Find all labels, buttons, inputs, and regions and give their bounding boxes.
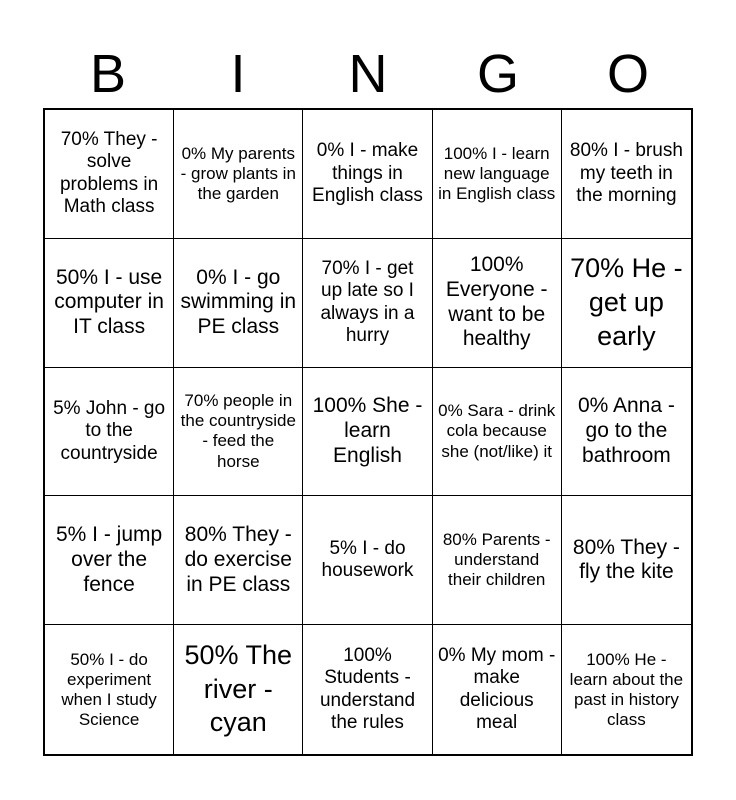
cell-text: 100% She - learn English bbox=[312, 394, 423, 467]
bingo-cell-r2c4[interactable] bbox=[433, 239, 562, 368]
cell-text: 50% I - do experiment when I study Science bbox=[61, 649, 157, 729]
bingo-cell-r2c5[interactable] bbox=[562, 239, 691, 368]
bingo-cell-r1c3[interactable] bbox=[303, 110, 432, 239]
bingo-cell-r1c1[interactable] bbox=[45, 110, 174, 239]
bingo-cell-r3c3[interactable] bbox=[303, 368, 432, 497]
cell-text: 70% I - get up late so I always in a hurry bbox=[320, 257, 415, 347]
cell-text: 70% He - get up early bbox=[570, 253, 683, 351]
bingo-cell-r4c2[interactable] bbox=[174, 496, 303, 625]
bingo-cell-r2c2[interactable] bbox=[174, 239, 303, 368]
cell-text: 100% Everyone - want to be healthy bbox=[445, 253, 548, 351]
cell-text: 5% I - jump over the fence bbox=[55, 523, 163, 596]
bingo-header bbox=[43, 40, 693, 108]
cell-text: 0% Anna - go to the bathroom bbox=[577, 394, 675, 467]
bingo-cell-r5c2[interactable] bbox=[174, 625, 303, 754]
bingo-cell-r1c4[interactable] bbox=[433, 110, 562, 239]
bingo-cell-r5c5[interactable] bbox=[562, 625, 691, 754]
header-letter-g: G bbox=[476, 44, 519, 104]
cell-text: 50% The river - cyan bbox=[184, 639, 293, 738]
bingo-board bbox=[43, 108, 693, 756]
header-letter-b: B bbox=[89, 44, 127, 104]
cell-text: 100% I - learn new language in English class bbox=[438, 143, 556, 203]
bingo-cell-r3c2[interactable] bbox=[174, 368, 303, 497]
bingo-cell-r3c4[interactable] bbox=[433, 368, 562, 497]
cell-text: 0% Sara - drink cola because she (not/like) it bbox=[438, 401, 556, 461]
header-letter-n: N bbox=[348, 44, 388, 104]
bingo-cell-r2c1[interactable] bbox=[45, 239, 174, 368]
cell-text: 80% Parents - understand their children bbox=[442, 530, 551, 590]
cell-text: 100% Students - understand the rules bbox=[319, 644, 416, 733]
bingo-cell-r3c1[interactable] bbox=[45, 368, 174, 497]
bingo-cell-r3c5[interactable] bbox=[562, 368, 691, 497]
cell-text: 70% They - solve problems in Math class bbox=[59, 129, 159, 218]
cell-text: 70% people in the countryside - feed the horse bbox=[180, 391, 296, 471]
bingo-cell-r1c2[interactable] bbox=[174, 110, 303, 239]
bingo-cell-r1c5[interactable] bbox=[562, 110, 691, 239]
bingo-cell-r5c1[interactable] bbox=[45, 625, 174, 754]
cell-text: 0% My mom -make delicious meal bbox=[438, 644, 556, 733]
cell-text: 80% I - brush my teeth in the morning bbox=[569, 140, 683, 207]
bingo-cell-r4c4[interactable] bbox=[433, 496, 562, 625]
cell-text: 5% John - go to the countryside bbox=[53, 397, 166, 464]
header-letter-o: O bbox=[606, 44, 649, 104]
bingo-cell-r4c3[interactable] bbox=[303, 496, 432, 625]
cell-text: 0% My parents - grow plants in the garden bbox=[180, 143, 296, 203]
bingo-cell-r5c4[interactable] bbox=[433, 625, 562, 754]
bingo-cell-r5c3[interactable] bbox=[303, 625, 432, 754]
cell-text: 0% I - go swimming in PE class bbox=[180, 265, 297, 339]
cell-text: 5% I - do housework bbox=[321, 537, 414, 582]
cell-text: 80% They - do exercise in PE class bbox=[184, 523, 292, 596]
cell-text: 50% I - use computer in IT class bbox=[54, 265, 164, 339]
header-letter-i: I bbox=[230, 44, 246, 104]
bingo-cell-r2c3[interactable] bbox=[303, 239, 432, 368]
bingo-cell-r4c1[interactable] bbox=[45, 496, 174, 625]
bingo-cell-r4c5[interactable] bbox=[562, 496, 691, 625]
cell-text: 100% He - learn about the past in history class bbox=[569, 649, 684, 729]
cell-text: 80% They - fly the kite bbox=[572, 535, 680, 584]
cell-text: 0% I - make things in English class bbox=[312, 140, 423, 207]
